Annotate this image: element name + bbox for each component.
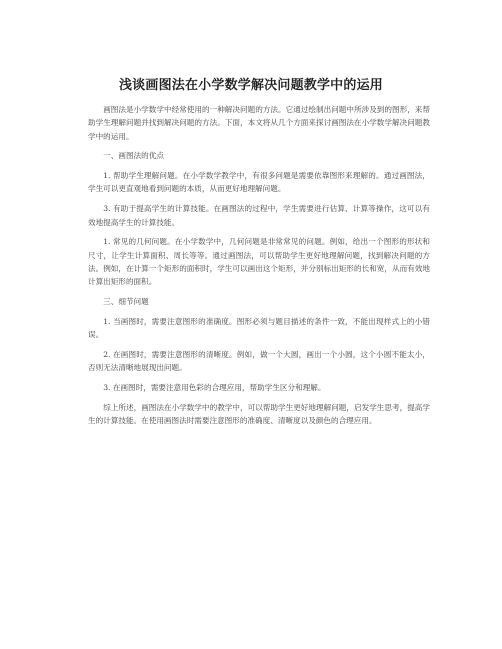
document-body [88, 103, 430, 434]
detail-item: 3. 在画图时，需要注意用色彩的合理应用，帮助学生区分和理解。 [103, 383, 326, 393]
conclusion-paragraph: 综上所述，画图法在小学数学中的教学中，可以帮助学生更好地理解问题，启发学生思考，提高学生的计算技能。在使用画图法时需要注意图形的准确度、清晰度以及颜色的合理应用。 [88, 402, 430, 426]
advantage-item: 3. 有助于提高学生的计算技能。在画图法的过程中，学生需要进行估算、计算等操作，这可以有效地提高学生的计算技能。 [88, 204, 430, 227]
section-heading-details: 三、细节问题 [103, 297, 149, 307]
section-heading-advantages: 一、画图法的优点 [103, 151, 164, 161]
advantage-item: 1. 帮助学生理解问题。在小学数学教学中，有很多问题是需要依靠图形来理解的。通过画图法，学生可以更直观地看到问题的本质，从而更好地理解问题。 [88, 171, 430, 194]
detail-item: 1. 当画图时，需要注意图形的准确度。图形必须与题目描述的条件一致，不能出现样式上的小错误。 [88, 316, 430, 340]
detail-item: 2. 在画图时，需要注意图形的清晰度。例如，做一个大圆，画出一个小圆，这个小圆不能太小，否则无法清晰地展现出问题。 [88, 349, 430, 373]
advantage-item: 1. 常见的几何问题。在小学数学中，几何问题是非常常见的问题。例如，给出一个图形的形状和尺寸，让学生计算面积、周长等等。通过画图法，可以帮助学生更好地理解问题，找到解决问题的方法。例如，在计算一个矩形的面积时，学生可以画出这个矩形，并分别标出矩形的长和宽，从而有效地计算出矩形的面积。 [88, 237, 430, 287]
document-title: 浅谈画图法在小学数学解决问题教学中的运用 [118, 78, 383, 93]
intro-paragraph: 画图法是小学数学中经常使用的一种解决问题的方法。它通过绘制出问题中所涉及到的图形，来帮助学生理解问题并找到解决问题的方法。下面，本文将从几个方面来探讨画图法在小学数学解决问题教学中的运用。 [88, 105, 430, 141]
